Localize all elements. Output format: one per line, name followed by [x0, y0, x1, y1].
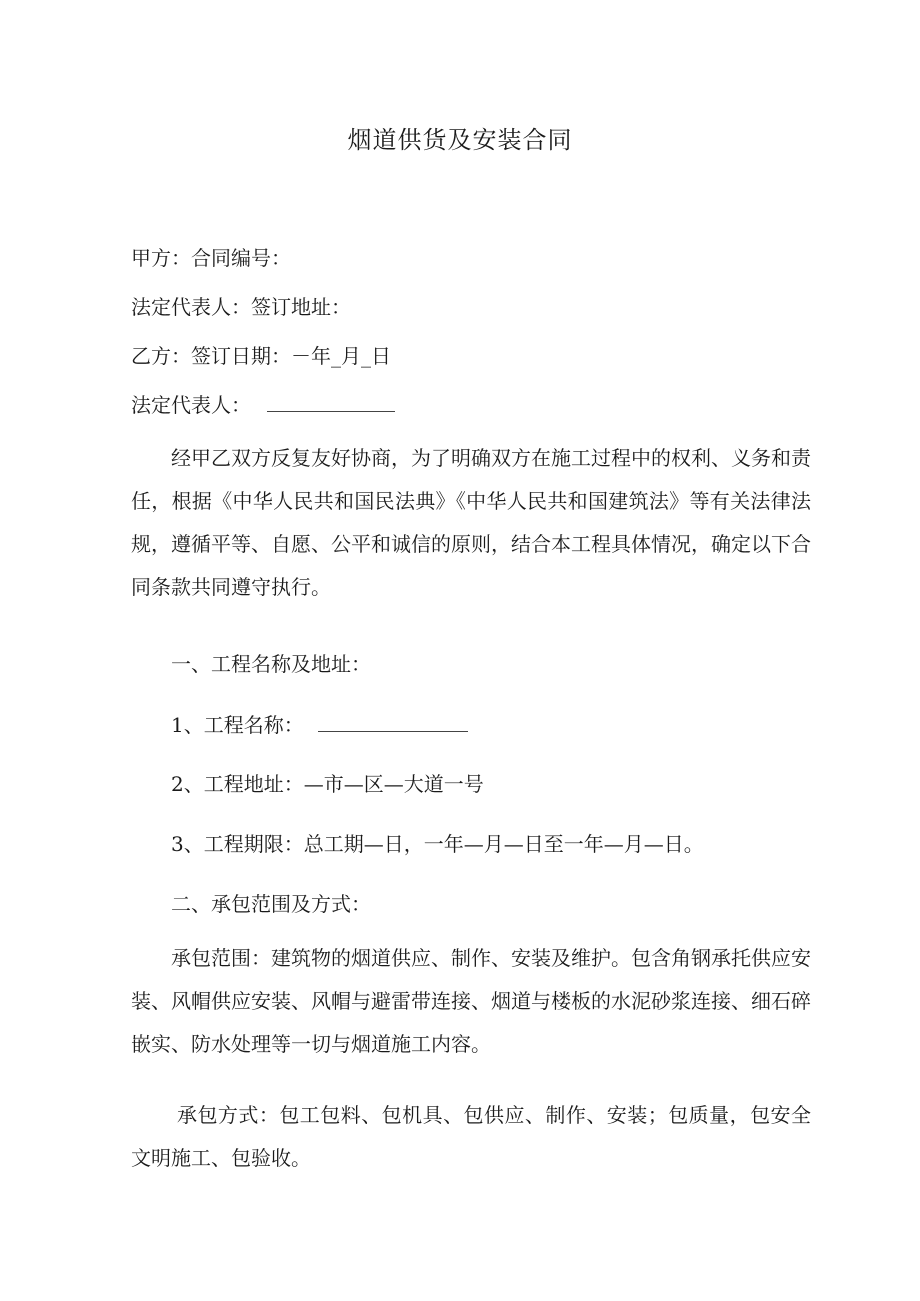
legal-rep-sign-address-line: 法定代表人：签订地址： [131, 295, 351, 319]
item1-label: 1、工程名称： [171, 713, 304, 737]
intro-paragraph: 经甲乙双方反复友好协商，为了明确双方在施工过程中的权利、义务和责任，根据《中华人民共和国民法典》《中华人民共和国建筑法》等有关法律法规，遵循平等、自愿、公平和诚信的原则，结合本工程具体情况，确定以下合同条款共同遵守执行。 [131, 446, 811, 599]
legal-rep-blank [267, 395, 395, 412]
legal-rep-label: 法定代表人： [131, 393, 251, 417]
document-title: 烟道供货及安装合同 [347, 126, 573, 154]
item1-line [171, 709, 468, 738]
section1-heading: 一、工程名称及地址： [171, 652, 371, 676]
item2-line: 2、工程地址：—市—区—大道一号 [171, 772, 484, 796]
scope-paragraph: 承包范围：建筑物的烟道供应、制作、安装及维护。包含角钢承托供应安装、风帽供应安装、风帽与避雷带连接、烟道与楼板的水泥砂浆连接、细石碎嵌实、防水处理等一切与烟道施工内容。 [131, 946, 811, 1056]
method-paragraph: 承包方式：包工包料、包机具、包供应、制作、安装；包质量，包安全文明施工、包验收。 [131, 1103, 811, 1170]
project-name-blank [318, 715, 468, 732]
party-b-date-line: 乙方：签订日期：－年_月_日 [131, 344, 391, 368]
legal-rep-line [131, 389, 395, 418]
section2-heading: 二、承包范围及方式： [171, 892, 371, 916]
party-a-line: 甲方：合同编号： [131, 246, 291, 270]
item3-line: 3、工程期限：总工期—日，一年—月—日至一年—月—日。 [171, 832, 704, 856]
